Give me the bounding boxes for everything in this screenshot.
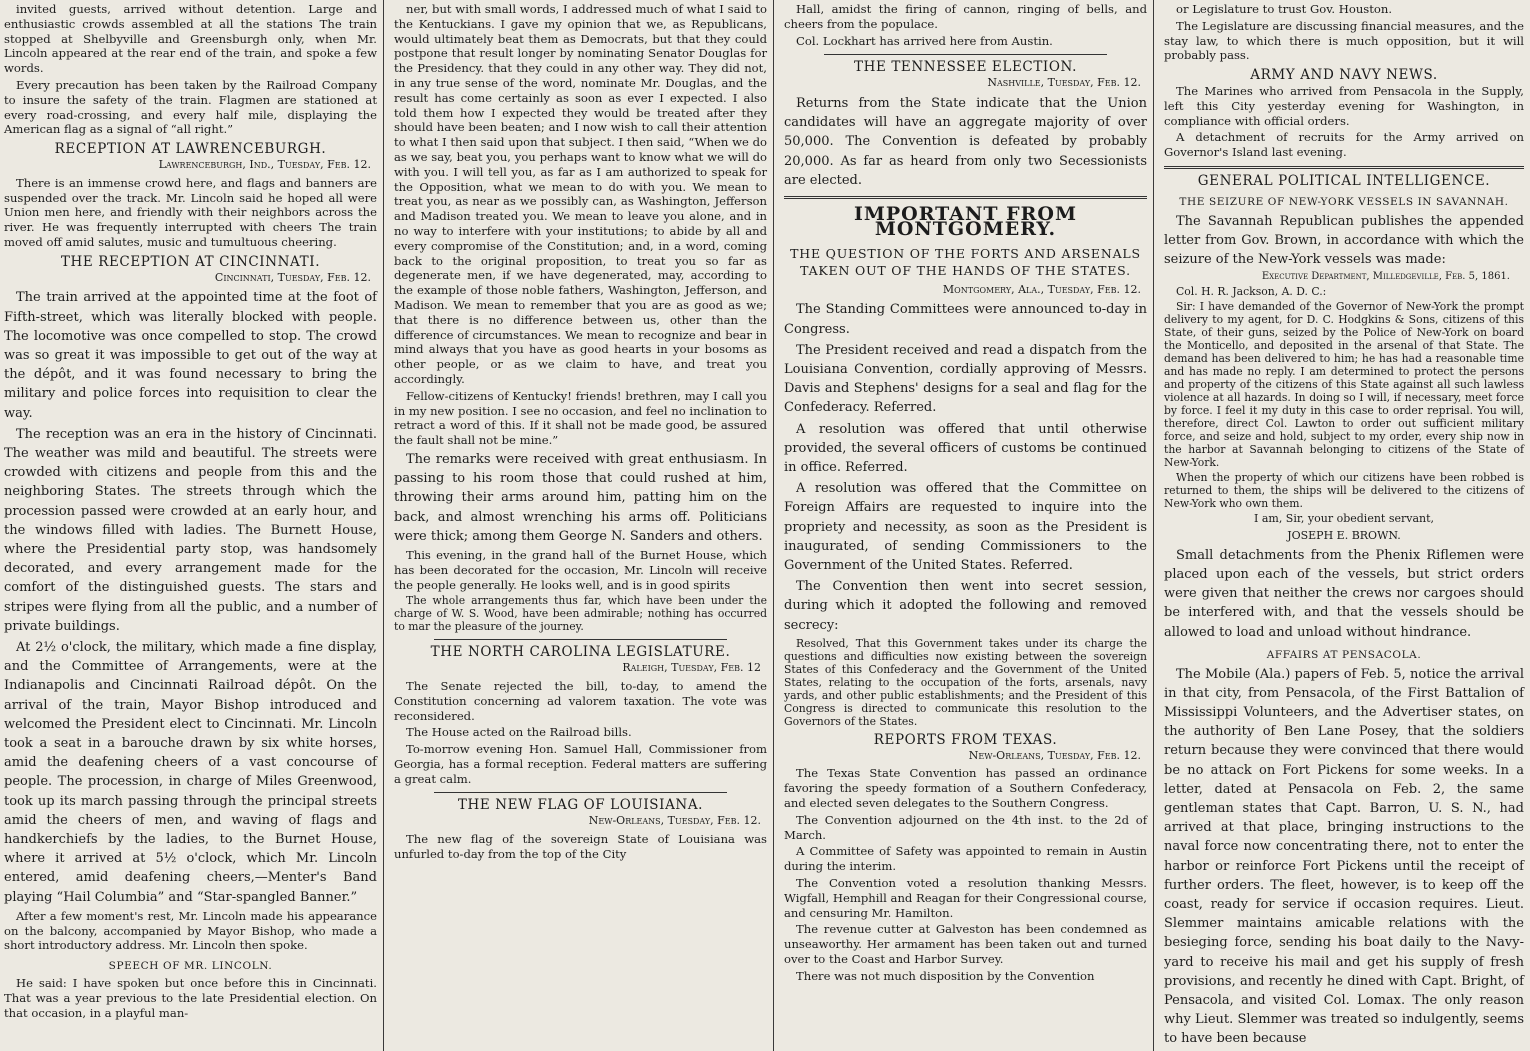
paragraph: Sir: I have demanded of the Governor of New-York the prompt delivery to my agent, for D. C. Hodgkins & Sons, citizens of this State, of their guns, seized by the Police of New-York on board the Monticello, and deposited in the arsenal of that State. The demand has been delivered to him; he has had a reasonable time and has made no reply. I am determined to protect the persons and property of the citizens of this State against all such lawless violence at all hazards. In doing so I will, if necessary, meet force by force. I feel it my duty in this case to order reprisal. You will, therefore, direct Col. Lawton to order out sufficient military force, and seize and hold, subject to my order, every ship now in the harbor at Savannah belonging to citizens of the State of New-York.	[1164, 300, 1524, 470]
sub-headline: THE SEIZURE OF NEW-YORK VESSELS IN SAVANNAH.	[1179, 195, 1509, 208]
paragraph: The Marines who arrived from Pensacola in the Supply, left this City yesterday evening for Washington, in compliance with official orders.	[1164, 83, 1524, 128]
paragraph: The Texas State Convention has passed an ordinance favoring the speedy formation of a Southern Confederacy, and elected seven delegates to the Southern Congress.	[784, 766, 1147, 811]
paragraph: After a few moment's rest, Mr. Lincoln made his appearance on the balcony, accompanied by Mayor Bishop, who made a short introductory address. Mr. Lincoln then spoke.	[4, 908, 377, 953]
paragraph: This evening, in the grand hall of the Burnet House, which has been decorated for the occasion, Mr. Lincoln will receive the people generally. He looks well, and is in good spirits	[394, 547, 767, 592]
deck-headline: THE QUESTION OF THE FORTS AND ARSENALS TAKEN OUT OF THE HANDS OF THE STATES.	[790, 245, 1141, 278]
paragraph: invited guests, arrived without detention. Large and enthusiastic crowds assembled at all the stations The train stopped at Shelbyville and Greensburgh only, when Mr. Lincoln appeared at the rear end of the train, and spoke a few words.	[4, 2, 377, 76]
paragraph: The Convention voted a resolution thanking Messrs. Wigfall, Hemphill and Reagan for their Congressional course, and censuring Mr. Hamilton.	[784, 876, 1147, 920]
article-headline: GENERAL POLITICAL INTELLIGENCE.	[1197, 172, 1491, 189]
article-headline: REPORTS FROM TEXAS.	[873, 731, 1058, 748]
paragraph: Fellow-citizens of Kentucky! friends! brethren, may I call you in my new position. I see no occasion, and feel no inclination to retract a word of this. If it shall not be made good, be assured the fault shall not be mine.”	[394, 388, 768, 448]
sub-headline: AFFAIRS AT PENSACOLA.	[1266, 648, 1422, 661]
column-2	[383, 0, 773, 1051]
paragraph: The Mobile (Ala.) papers of Feb. 5, notice the arrival in that city, from Pensacola, of the First Battalion of Mississippi Volunteers, and the Advertiser states, on the authority of Ben Lane Posey, that the soldiers return because they were convinced that there would be no attack on Fort Pickens for some weeks. In a letter, dated at Pensacola on Feb. 2, the same gentleman states that Capt. Barron, U. S. N., had arrived at that place, bringing instructions to the naval force now concentrating there, not to enter the harbor or reinforce Fort Pickens until the receipt of further orders. The fleet, however, is to keep off the coast, ready for service if occasion requires. Lieut. Slemmer maintains amicable relations with the besieging force, sending his boat daily to the Navy-yard to receive his mail and get his supply of fresh provisions, and recently he dined with Capt. Bright, of Pensacola, and visited Col. Lomax. The only reason why Lieut. Slemmer was treated so indulgently, seems to have been because	[1164, 666, 1524, 1047]
paragraph: The reception was an era in the history of Cincinnati. The weather was mild and beautiful. The streets were crowded with citizens and people from this and the neighboring States. The streets through which the procession passed were crowded at an early hour, and the windows filled with ladies. The Burnett House, where the Presidential party stop, was handsomely decorated, and every arrangement made for the comfort of the distinguished guests. The stars and stripes were flying from all the public, and a number of private buildings.	[4, 426, 377, 634]
paragraph: Hall, amidst the firing of cannon, ringing of bells, and cheers from the populace.	[784, 2, 1147, 31]
sub-headline: SPEECH OF MR. LINCOLN.	[108, 960, 273, 973]
signature-line: JOSEPH E. BROWN.	[1287, 528, 1401, 542]
paragraph: There was not much disposition by the Convention	[796, 968, 1095, 983]
column-rule	[434, 792, 727, 793]
column-1	[0, 0, 383, 1051]
paragraph: The new flag of the sovereign State of Louisiana was unfurled to-day from the top of the City	[394, 832, 767, 861]
article-headline: THE NEW FLAG OF LOUISIANA.	[457, 797, 704, 814]
paragraph: The Convention adjourned on the 4th inst. to the 2d of March.	[784, 812, 1147, 842]
paragraph: The President received and read a dispatch from the Louisiana Convention, cordially approving of Messrs. Davis and Stephens' designs for a seal and flag for the Confederacy. Referred.	[784, 342, 1147, 416]
paragraph: The House acted on the Railroad bills.	[406, 725, 632, 740]
paragraph: The Convention then went into secret session, during which it adopted the following and removed secrecy:	[784, 579, 1147, 633]
paragraph: A resolution was offered that the Committee on Foreign Affairs are requested to inquire into the propriety and necessity, as soon as the President is inaugurated, of sending Commissioners to the Government of the United States. Referred.	[784, 481, 1147, 574]
article-headline: THE RECEPTION AT CINCINNATI.	[60, 253, 321, 270]
article-headline: THE NORTH CAROLINA LEGISLATURE.	[430, 644, 731, 661]
paragraph: Col. H. R. Jackson, A. D. C.:	[1176, 285, 1327, 299]
column-rule	[434, 639, 727, 640]
double-rule	[784, 196, 1147, 199]
paragraph: Returns from the State indicate that the Union candidates will have an aggregate majority of over 50,000. The Convention is defeated by probably 20,000. As far as heard from only two Secessionists are elected.	[784, 95, 1147, 188]
paragraph: Resolved, That this Government takes under its charge the questions and difficulties now existing between the sovereign States of this Confederacy and the Government of the United States, relating to the occupation of the forts, arsenals, navy yards, and other public establishments; and the President of this Congress is directed to communicate this resolution to the Governors of the States.	[784, 636, 1147, 728]
dateline: New-Orleans, Tuesday, Feb. 12.	[588, 814, 761, 828]
major-headline: IMPORTANT FROM MONTGOMERY.	[853, 203, 1078, 240]
paragraph: or Legislature to trust Gov. Houston.	[1176, 2, 1393, 16]
paragraph: The Senate rejected the bill, to-day, to amend the Constitution concerning ad valorem taxation. The vote was reconsidered.	[394, 678, 767, 723]
paragraph: A detachment of recruits for the Army arrived on Governor's Island last evening.	[1164, 130, 1524, 160]
paragraph: The Savannah Republican publishes the appended letter from Gov. Brown, in accordance with which the seizure of the New-York vessels was made:	[1164, 213, 1524, 267]
paragraph: The Legislature are discussing financial measures, and the stay law, to which there is much opposition, but it will probably pass.	[1164, 18, 1524, 63]
paragraph: A resolution was offered that until otherwise provided, the several officers of customs be continued in office. Referred.	[784, 421, 1147, 476]
column-rule	[824, 54, 1107, 55]
paragraph: Every precaution has been taken by the Railroad Company to insure the safety of the train. Flagmen are stationed at every road-crossing, and every half mile, displaying the American flag as a signal of “all right.”	[4, 77, 377, 137]
signature-line: I am, Sir, your obedient servant,	[1253, 512, 1435, 526]
paragraph: Small detachments from the Phenix Riflemen were placed upon each of the vessels, but strict orders were given that neither the crews nor cargoes should be interfered with, and that the vessels should be allowed to load and unload without hindrance.	[1164, 547, 1524, 640]
paragraph: When the property of which our citizens have been robbed is returned to them, the ships will be delivered to the citizens of New-York who own them.	[1164, 471, 1524, 511]
paragraph: A Committee of Safety was appointed to remain in Austin during the interim.	[784, 844, 1147, 874]
paragraph: The whole arrangements thus far, which have been under the charge of W. S. Wood, have been admirable; nothing has occurred to mar the pleasure of the journey.	[394, 594, 767, 634]
double-rule	[1164, 166, 1524, 169]
column-4	[1153, 0, 1530, 1051]
dateline: Montgomery, Ala., Tuesday, Feb. 12.	[942, 282, 1141, 296]
dateline: New-Orleans, Tuesday, Feb. 12.	[968, 748, 1141, 762]
paragraph: The revenue cutter at Galveston has been condemned as unseaworthy. Her armament has been taken out and turned over to the Coast and Harbor Survey.	[784, 922, 1147, 966]
paragraph: The remarks were received with great enthusiasm. In passing to his room those that could rushed at him, throwing their arms around him, patting him on the back, and almost wrenching his arms off. Politicians were thick; among them George N. Sanders and others.	[394, 451, 767, 544]
dateline: Cincinnati, Tuesday, Feb. 12.	[214, 270, 371, 284]
letter-heading: Executive Department, Milledgeville, Feb. 5, 1861.	[1261, 271, 1510, 283]
dateline: Lawrenceburgh, Ind., Tuesday, Feb. 12.	[158, 157, 371, 171]
paragraph: There is an immense crowd here, and flags and banners are suspended over the track. Mr. Lincoln said he hoped all were Union men here, and friendly with their neighbors across the river. He was frequently interrupted with cheers The train moved off amid salutes, music and tumultuous cheering.	[4, 175, 377, 249]
paragraph: The Standing Committees were announced to-day in Congress.	[784, 302, 1147, 337]
column-3	[773, 0, 1153, 1051]
paragraph: To-morrow evening Hon. Samuel Hall, Commissioner from Georgia, has a formal reception. Federal matters are suffering a great calm.	[394, 742, 767, 786]
paragraph: He said: I have spoken but once before this in Cincinnati. That was a year previous to the late Presidential election. On that occasion, in a playful man-	[4, 976, 377, 1020]
article-headline: THE TENNESSEE ELECTION.	[854, 59, 1077, 76]
article-headline: ARMY AND NAVY NEWS.	[1250, 67, 1438, 84]
dateline: Nashville, Tuesday, Feb. 12.	[987, 76, 1141, 90]
paragraph: At 2½ o'clock, the military, which made a fine display, and the Committee of Arrangements, were at the Indianapolis and Cincinnati Railroad dépôt. On the arrival of the train, Mayor Bishop introduced and welcomed the President elect to Cincinnati. Mr. Lincoln took a seat in a barouche drawn by six white horses, amid the deafening cheers of a vast concourse of people. The procession, in charge of Miles Greenwood, took up its march passing through the principal streets amid the cheers of men, and waving of flags and handkerchiefs by the ladies, to the Burnet House, where it arrived at 5½ o'clock, which Mr. Lincoln entered, amid deafening cheers,—Menter's Band playing “Hail Columbia” and “Star-spangled Banner.”	[4, 640, 377, 905]
paragraph: Col. Lockhart has arrived here from Austin.	[796, 33, 1053, 48]
paragraph: ner, but with small words, I addressed much of what I said to the Kentuckians. I gave my opinion that we, as Republicans, would ultimately beat them as Democrats, but that they could postpone that result longer by nominating Senator Douglas for the Presidency. that they could in any other way. They did not, in any true sense of the word, nominate Mr. Douglas, and the result has come certainly as soon as ever I expected. I also told them how I expected they would be treated after they should have been beaten; and I now wish to call their attention to what I then said upon that subject. I then said, “When we do as we say, beat you, you perhaps want to know what we will do with you. I will tell you, as far as I am authorized to speak for the Opposition, what we mean to do with you. We mean to treat you, as near as we possibly can, as Washington, Jefferson and Madison treated you. We mean to leave you alone, and in no way to interfere with your institutions; to abide by all and every compromise of the Constitution; and, in a word, coming back to the original proposition, to treat you so far as degenerate men, if we have degenerated, may, according to the example of those noble fathers, Washington, Jefferson, and Madison. We mean to remember that you are as good as we; that there is no difference between us, other than the difference of circumstances. We mean to recognize and bear in mind always that you have as good hearts in your bosoms as other people, or as we claim to have, and treat you accordingly.	[394, 2, 767, 386]
dateline: Raleigh, Tuesday, Feb. 12	[622, 661, 761, 675]
paragraph: The train arrived at the appointed time at the foot of Fifth-street, which was literally blocked with people. The locomotive was once compelled to stop. The crowd was so great it was impossible to get out of the way at the dépôt, and it was found necessary to bring the military and police forces into requisition to clear the way.	[4, 290, 377, 421]
article-headline: RECEPTION AT LAWRENCEBURGH.	[54, 141, 327, 158]
